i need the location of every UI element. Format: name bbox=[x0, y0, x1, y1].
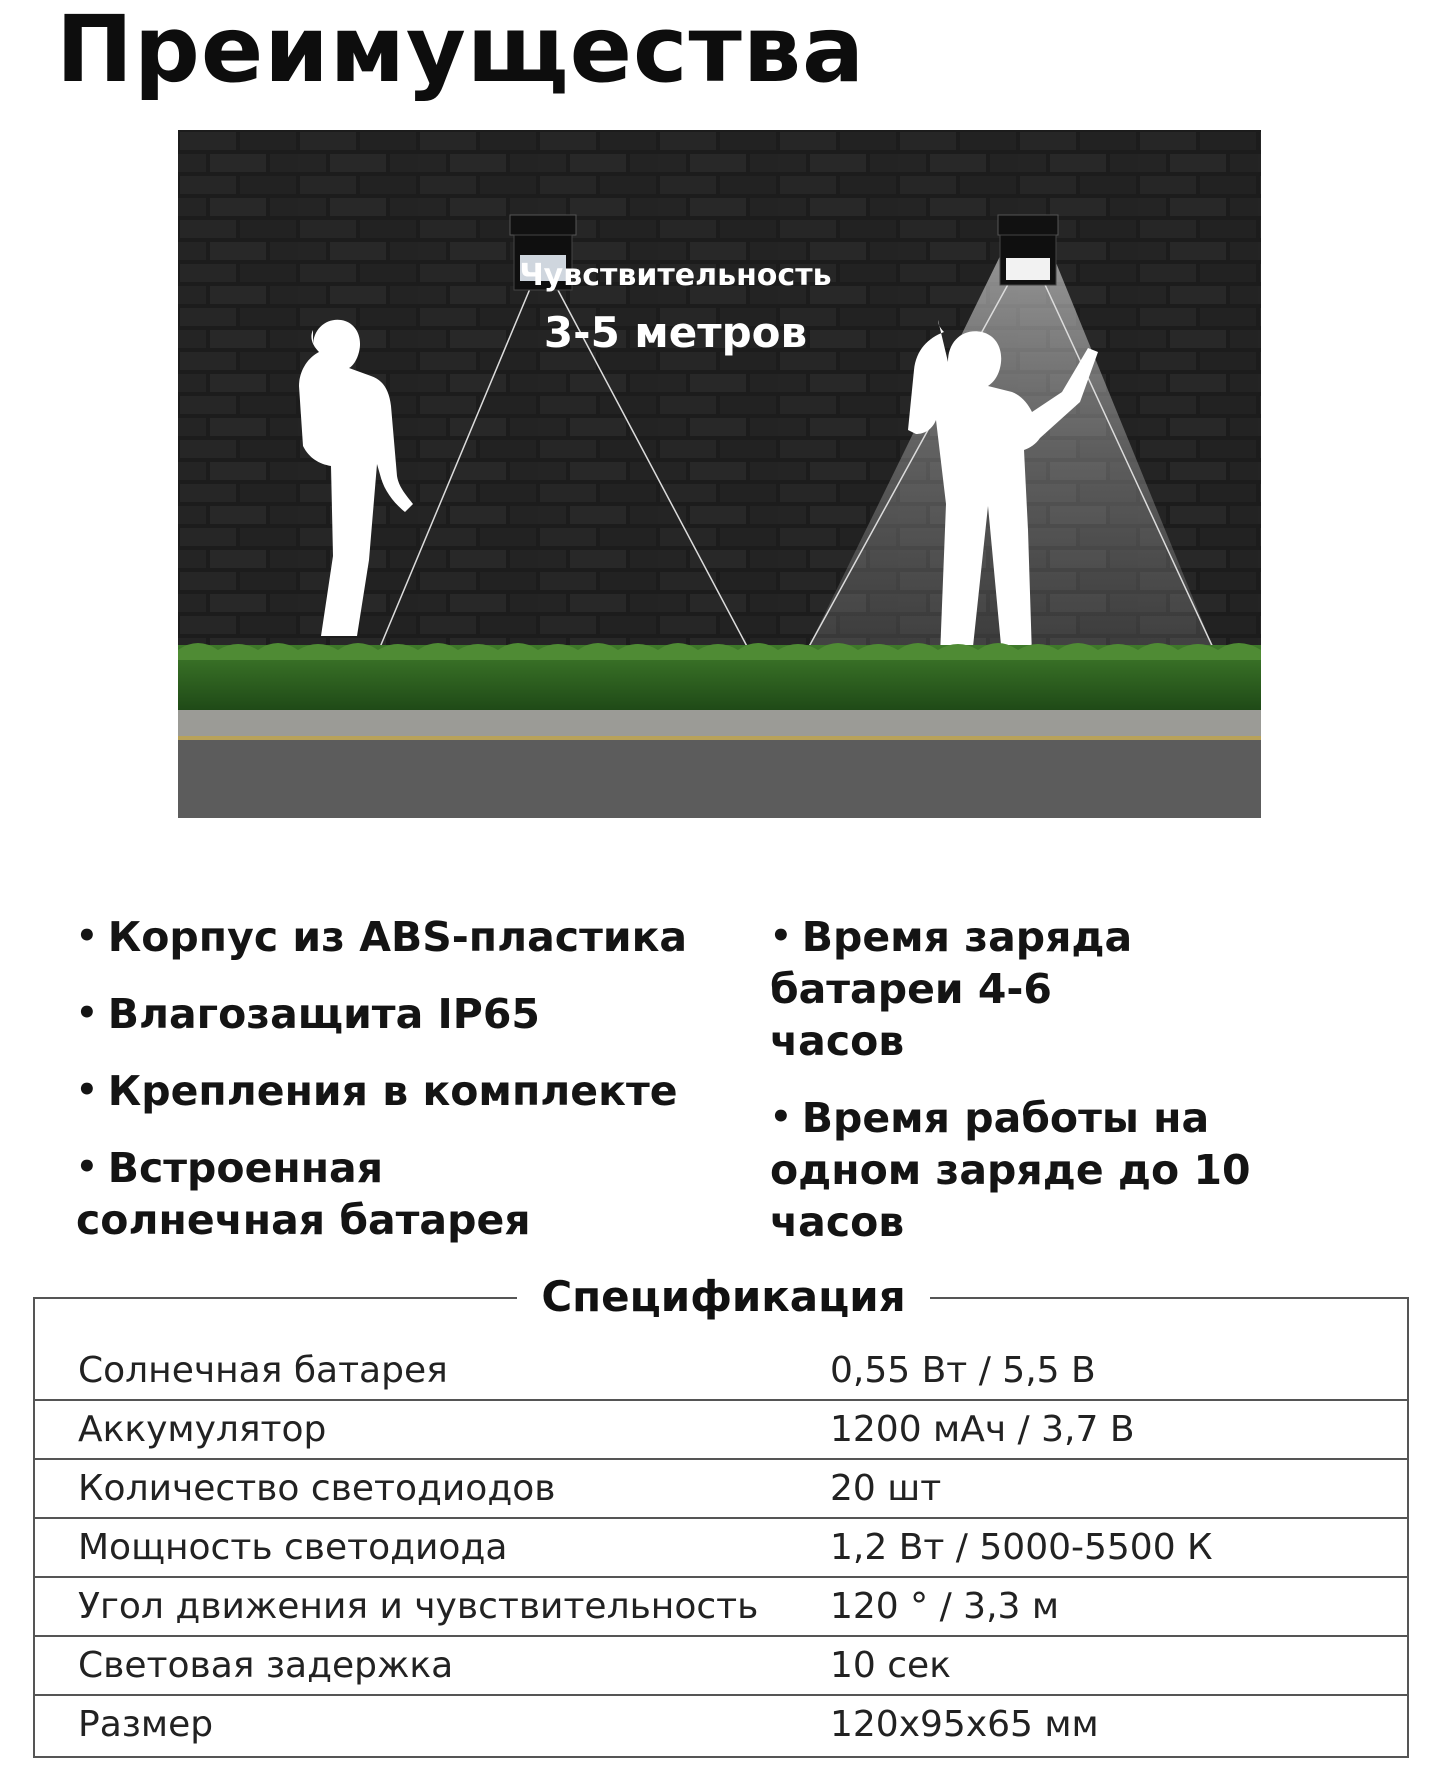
bullet-icon: • bbox=[76, 1070, 98, 1110]
spec-label: Размер bbox=[78, 1704, 214, 1745]
feature-item: • Время заряда батареи 4-6 часов bbox=[770, 913, 1133, 1065]
spec-value: 120x95x65 мм bbox=[830, 1704, 1099, 1745]
spec-value: 1,2 Вт / 5000-5500 К bbox=[830, 1527, 1213, 1568]
hero-caption-sensitivity: Чувствительность bbox=[519, 258, 832, 293]
spec-value: 120 ° / 3,3 м bbox=[830, 1586, 1060, 1627]
bullet-icon: • bbox=[770, 1097, 792, 1137]
hero-illustration bbox=[178, 130, 1261, 818]
bullet-icon: • bbox=[76, 1147, 98, 1187]
hero-caption-range: 3-5 метров bbox=[543, 308, 808, 357]
spec-label: Световая задержка bbox=[78, 1645, 454, 1686]
spec-row bbox=[35, 1519, 1407, 1578]
spec-value: 10 сек bbox=[830, 1645, 951, 1686]
feature-item: • Время работы на одном заряде до 10 часов bbox=[770, 1094, 1251, 1246]
spec-row bbox=[35, 1578, 1407, 1637]
spec-title: Спецификация bbox=[541, 1272, 906, 1321]
spec-label: Угол движения и чувствительность bbox=[78, 1586, 759, 1627]
spec-label: Аккумулятор bbox=[78, 1409, 327, 1450]
spec-label: Количество светодиодов bbox=[78, 1468, 556, 1509]
spec-row bbox=[35, 1696, 1407, 1755]
spec-label: Солнечная батарея bbox=[78, 1350, 448, 1391]
hero-image bbox=[178, 130, 1261, 818]
spec-value: 0,55 Вт / 5,5 В bbox=[830, 1350, 1096, 1391]
features-right bbox=[770, 910, 1390, 1272]
bullet-icon: • bbox=[770, 916, 792, 956]
spec-row bbox=[35, 1460, 1407, 1519]
spec-label: Мощность светодиода bbox=[78, 1527, 508, 1568]
feature-item: • Встроенная солнечная батарея bbox=[76, 1144, 531, 1244]
spec-value: 1200 мАч / 3,7 В bbox=[830, 1409, 1135, 1450]
feature-item: • Крепления в комплекте bbox=[76, 1067, 678, 1115]
feature-item: • Корпус из ABS-пластика bbox=[76, 913, 688, 961]
feature-item: • Влагозащита IP65 bbox=[76, 990, 540, 1038]
bullet-icon: • bbox=[76, 916, 98, 956]
spec-value: 20 шт bbox=[830, 1468, 942, 1509]
bullet-icon: • bbox=[76, 993, 98, 1033]
features-left bbox=[76, 910, 696, 1270]
spec-row bbox=[35, 1637, 1407, 1696]
page-title: Преимущества bbox=[56, 0, 866, 103]
spec-row bbox=[35, 1342, 1407, 1401]
spec-row bbox=[35, 1401, 1407, 1460]
spec-table bbox=[33, 1297, 1409, 1758]
